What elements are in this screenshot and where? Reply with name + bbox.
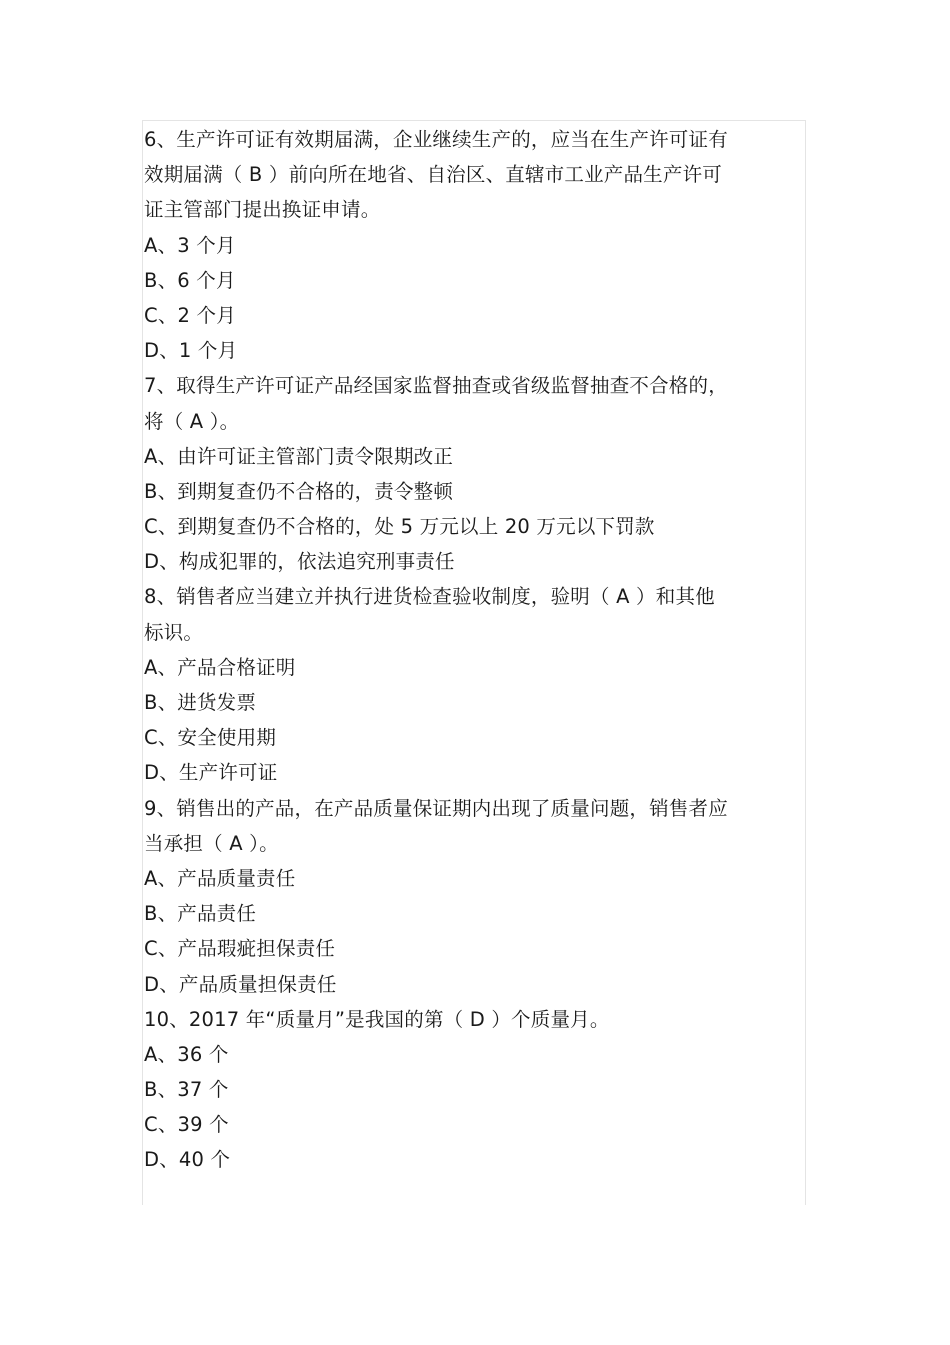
option-c: C、产品瑕疵担保责任 — [144, 937, 336, 961]
option-d: D、生产许可证 — [144, 761, 278, 785]
question-text: 效期届满（ B ）前向所在地省、自治区、直辖市工业产品生产许可 — [144, 163, 722, 187]
option-c: C、安全使用期 — [144, 726, 277, 750]
option-d: D、40 个 — [144, 1148, 231, 1172]
question-text: 将（ A ）。 — [144, 409, 240, 433]
question-text: 10、2017 年“质量月”是我国的第（ D ）个质量月。 — [144, 1007, 610, 1031]
option-a: A、产品质量责任 — [144, 866, 296, 890]
question-8 — [144, 579, 804, 790]
option-c: C、到期复查仍不合格的，处 5 万元以上 20 万元以下罚款 — [144, 515, 655, 539]
option-b: B、到期复查仍不合格的，责令整顿 — [144, 479, 454, 503]
option-a: A、36 个 — [144, 1042, 229, 1066]
question-10 — [144, 1002, 804, 1178]
question-7 — [144, 368, 804, 579]
option-b: B、6 个月 — [144, 268, 236, 292]
option-c: C、39 个 — [144, 1113, 229, 1137]
option-a: A、3 个月 — [144, 233, 236, 257]
question-text: 当承担（ A ）。 — [144, 831, 279, 855]
document-body — [144, 122, 804, 1178]
question-text: 8、销售者应当建立并执行进货检查验收制度，验明（ A ）和其他 — [144, 585, 715, 609]
option-d: D、构成犯罪的，依法追究刑事责任 — [144, 550, 455, 574]
question-text: 7、取得生产许可证产品经国家监督抽查或省级监督抽查不合格的， — [144, 374, 728, 398]
question-text: 证主管部门提出换证申请。 — [144, 198, 381, 222]
option-a: A、由许可证主管部门责令限期改正 — [144, 444, 454, 468]
question-text: 9、销售出的产品，在产品质量保证期内出现了质量问题，销售者应 — [144, 796, 728, 820]
question-9 — [144, 791, 804, 1002]
option-b: B、进货发票 — [144, 691, 257, 714]
option-b: B、37 个 — [144, 1078, 229, 1102]
question-6 — [144, 122, 804, 368]
option-c: C、2 个月 — [144, 303, 236, 327]
option-d: D、1 个月 — [144, 339, 238, 363]
option-d: D、产品质量担保责任 — [144, 972, 337, 996]
question-text: 标识。 — [144, 620, 204, 644]
option-b: B、产品责任 — [144, 902, 257, 926]
option-a: A、产品合格证明 — [144, 655, 296, 679]
question-text: 6、生产许可证有效期届满，企业继续生产的，应当在生产许可证有 — [144, 128, 728, 151]
